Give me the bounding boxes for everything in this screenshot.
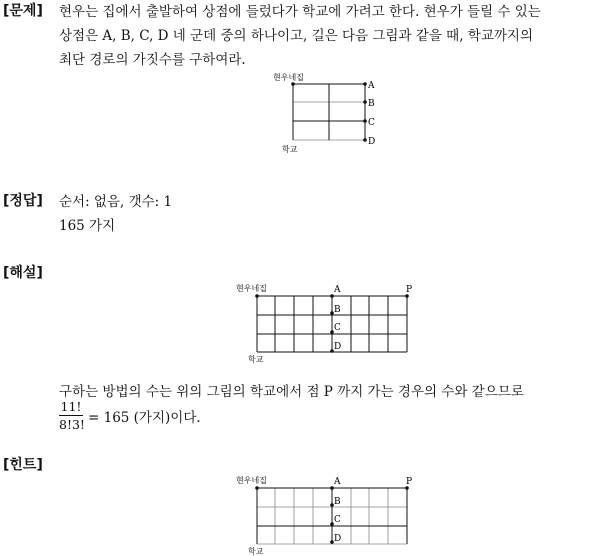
fraction-numerator: 11! bbox=[60, 399, 82, 414]
explanation-line-2: = 165 (가지)이다. bbox=[88, 410, 201, 426]
fraction bbox=[59, 398, 83, 433]
hint-tag: [힌트] bbox=[3, 457, 43, 473]
problem-line-3: 최단 경로의 가짓수를 구하여라. bbox=[59, 52, 246, 68]
point-d bbox=[363, 138, 367, 142]
label-c: C bbox=[334, 323, 341, 333]
answer-tag: [정답] bbox=[3, 193, 43, 209]
label-d: D bbox=[334, 342, 342, 352]
home-label: 현우네집 bbox=[273, 73, 304, 82]
point-b bbox=[363, 100, 367, 104]
label-b: B bbox=[334, 497, 341, 507]
point-a bbox=[363, 82, 367, 86]
label-a: A bbox=[334, 477, 341, 487]
explanation-tag: [해설] bbox=[3, 265, 43, 281]
label-p: P bbox=[406, 477, 413, 487]
explanation-figure bbox=[232, 282, 422, 364]
label-d: D bbox=[368, 137, 376, 147]
label-c: C bbox=[368, 118, 375, 128]
answer-line-1: 순서: 없음, 갯수: 1 bbox=[59, 194, 173, 210]
label-d: D bbox=[334, 534, 342, 544]
home-point bbox=[291, 82, 295, 86]
point-c bbox=[363, 119, 367, 123]
problem-tag: [문제] bbox=[3, 3, 43, 19]
label-c: C bbox=[334, 515, 341, 525]
label-b: B bbox=[334, 305, 341, 315]
answer-line-2: 165 가지 bbox=[59, 218, 116, 234]
hint-figure bbox=[232, 474, 422, 556]
home-label: 현우네집 bbox=[236, 476, 267, 485]
home-point bbox=[255, 294, 259, 298]
label-a: A bbox=[368, 81, 375, 91]
label-p: P bbox=[406, 285, 413, 295]
school-label: 학교 bbox=[282, 145, 298, 154]
problem-figure bbox=[268, 72, 388, 156]
problem-line-1: 현우는 집에서 출발하여 상점에 들렀다가 학교에 가려고 한다. 현우가 들릴 수 있는 bbox=[59, 4, 541, 20]
home-label: 현우네집 bbox=[236, 284, 267, 293]
school-label: 학교 bbox=[248, 355, 264, 364]
fraction-denominator: 8!3! bbox=[59, 417, 85, 432]
label-a: A bbox=[334, 285, 341, 295]
problem-line-2: 상점은 A, B, C, D 네 군데 중의 하나이고, 길은 다음 그림과 같을 때, 학교까지의 bbox=[59, 28, 533, 44]
explanation-line-1: 구하는 방법의 수는 위의 그림의 학교에서 점 P 까지 가는 경우의 수와 같으므로 bbox=[59, 384, 524, 400]
home-point bbox=[255, 486, 259, 490]
label-b: B bbox=[368, 99, 375, 109]
school-label: 학교 bbox=[248, 547, 264, 556]
